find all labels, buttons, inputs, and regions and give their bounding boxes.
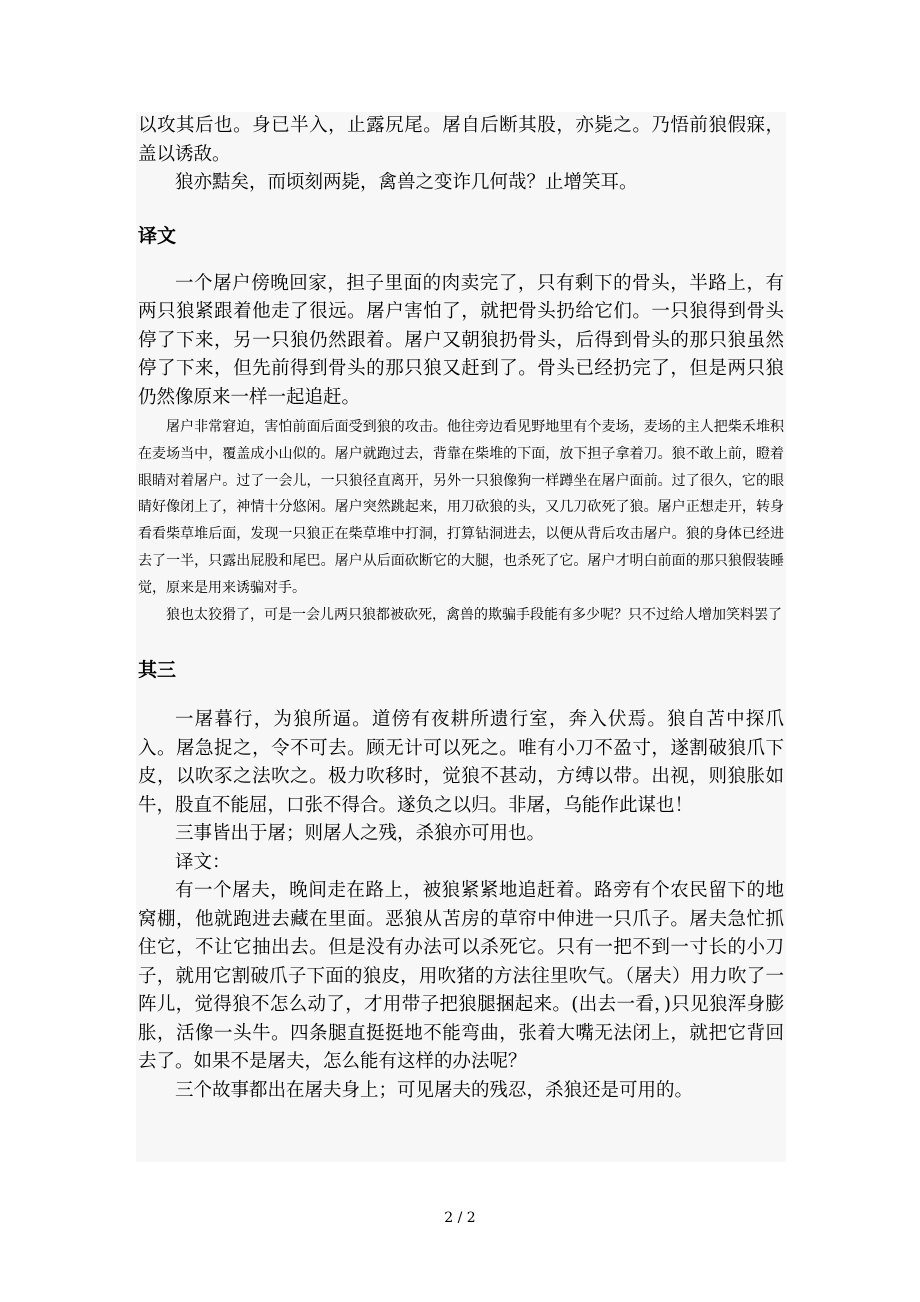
section-heading-translation: 译文 bbox=[138, 224, 177, 247]
paragraph: 有一个屠夫，晚间走在路上，被狼紧紧地追赶着。路旁有个农民留下的地窝棚，他就跑进去藏在里面。恶狼从苫房的草帘中伸进一只爪子。屠夫急忙抓住它，不让它抽出去。但是没有办法可以杀死它。只有一把不到一寸长的小刀子，就用它割破爪子下面的狼皮，用吹猪的方法往里吹气。（屠夫）用力吹了一阵儿，觉得狼不怎么动了，才用带子把狼腿捆起来。(出去一看，)只见狼浑身膨胀，活像一头牛。四条腿直挺挺地不能弯曲，张着大嘴无法闭上，就把它背回去了。如果不是屠夫，怎么能有这样的办法呢？ bbox=[138, 880, 784, 1073]
paragraph: 屠户非常窘迫，害怕前面后面受到狼的攻击。他往旁边看见野地里有个麦场，麦场的主人把柴禾堆积在麦场当中，覆盖成小山似的。屠户就跑过去，背靠在柴堆的下面，放下担子拿着刀。狼不敢上前，瞪着眼睛对着屠户。过了一会儿，一只狼径直离开，另外一只狼像狗一样蹲坐在屠户面前。过了很久，它的眼睛好像闭上了，神情十分悠闲。屠户突然跳起来，用刀砍狼的头，又几刀砍死了狼。屠户正想走开，转身看看柴草堆后面，发现一只狼正在柴草堆中打洞，打算钻洞进去，以便从背后攻击屠户。狼的身体已经进去了一半，只露出屁股和尾巴。屠户从后面砍断它的大腿，也杀死了它。屠户才明白前面的那只狼假装睡觉，原来是用来诱骗对手。 bbox=[138, 419, 784, 596]
paragraph: 一个屠户傍晚回家，担子里面的肉卖完了，只有剩下的骨头，半路上，有两只狼紧跟着他走了很远。屠户害怕了，就把骨头扔给它们。一只狼得到骨头停了下来，另一只狼仍然跟着。屠户又朝狼扔骨头，后得到骨头的那只狼虽然停了下来，但先前得到骨头的那只狼又赶到了。骨头已经扔完了，但是两只狼仍然像原来一样一起追赶。 bbox=[138, 272, 784, 408]
paragraph: 一屠暮行，为狼所逼。道傍有夜耕所遗行室，奔入伏焉。狼自苫中探爪入。屠急捉之，令不可去。顾无计可以死之。唯有小刀不盈寸，遂割破狼爪下皮，以吹豕之法吹之。极力吹移时，觉狼不甚动，方缚以带。出视，则狼胀如牛，股直不能屈，口张不得合。遂负之以归。非屠，乌能作此谋也！ bbox=[138, 709, 784, 816]
paragraph: 狼也太狡猾了，可是一会儿两只狼都被砍死，禽兽的欺骗手段能有多少呢？只不过给人增加笑料罢了 bbox=[166, 606, 782, 623]
paragraph: 三事皆出于屠；则屠人之残，杀狼亦可用也。 bbox=[175, 823, 546, 845]
translation-label: 译文： bbox=[175, 851, 231, 873]
paragraph: 狼亦黠矣，而顷刻两毙，禽兽之变诈几何哉？止增笑耳。 bbox=[175, 172, 638, 193]
paragraph: 以攻其后也。身已半入，止露尻尾。屠自后断其股，亦毙之。乃悟前狼假寐，盖以诱敌。 bbox=[138, 115, 784, 165]
page-number: 2 / 2 bbox=[444, 1210, 476, 1226]
section-heading-part3: 其三 bbox=[138, 659, 177, 682]
paragraph: 三个故事都出在屠夫身上；可见屠夫的残忍，杀狼还是可用的。 bbox=[175, 1079, 694, 1101]
document-body bbox=[138, 112, 784, 1105]
